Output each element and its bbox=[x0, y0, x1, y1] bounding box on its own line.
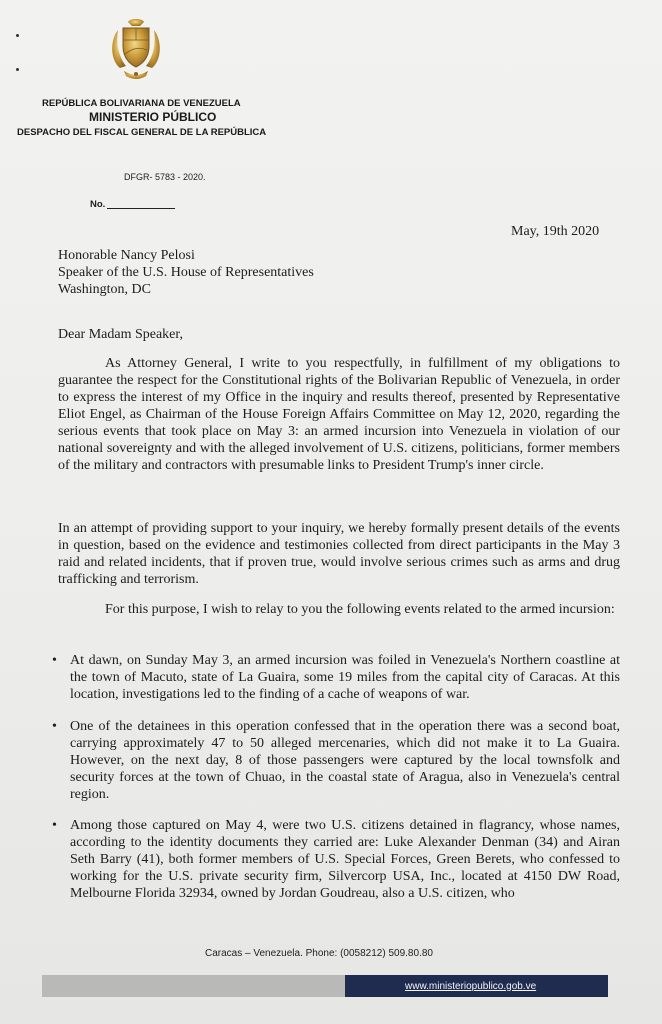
header-republic: REPÚBLICA BOLIVARIANA DE VENEZUELA bbox=[42, 98, 241, 109]
bullet-marker: • bbox=[52, 719, 57, 734]
letter-date: May, 19th 2020 bbox=[511, 224, 600, 239]
footer-bar bbox=[42, 975, 608, 997]
header-office: DESPACHO DEL FISCAL GENERAL DE LA REPÚBLICA bbox=[17, 127, 267, 138]
bullet-item: At dawn, on Sunday May 3, an armed incursion was foiled in Venezuela's Northern coastline at the town of Macuto, state of La Guaira, some 19 miles from the capital city of Caracas. At this location, investigations led to the finding of a cache of weapons of war. bbox=[70, 653, 620, 702]
recipient-name: Honorable Nancy Pelosi bbox=[58, 248, 195, 263]
margin-mark bbox=[16, 34, 19, 37]
bullet-marker: • bbox=[52, 818, 57, 833]
footer-bar-gray bbox=[42, 975, 345, 997]
coat-of-arms-icon bbox=[106, 16, 166, 86]
body-paragraph: In an attempt of providing support to your inquiry, we hereby formally present details of the events in question, based on the evidence and testimonies collected from direct participants in the May 3 raid and related incidents, that if proven true, would involve serious crimes such as arms and drug trafficking and terrorism. bbox=[58, 521, 620, 587]
bullet-marker: • bbox=[52, 653, 57, 668]
number-blank-line bbox=[107, 208, 175, 209]
margin-mark bbox=[16, 68, 19, 71]
body-paragraph: For this purpose, I wish to relay to you the following events related to the armed incursion: bbox=[105, 602, 615, 617]
footer-contact: Caracas – Venezuela. Phone: (0058212) 509.80.80 bbox=[205, 948, 433, 959]
header-ministry: MINISTERIO PÚBLICO bbox=[89, 110, 217, 124]
footer-website-link[interactable]: www.ministeriopublico.gob.ve bbox=[345, 975, 608, 997]
number-label: No. bbox=[90, 199, 106, 210]
recipient-location: Washington, DC bbox=[58, 282, 151, 297]
body-paragraph: As Attorney General, I write to you respectfully, in fulfillment of my obligations to guarantee the respect for the Constitutional rights of the Bolivarian Republic of Venezuela, in order to express the interest of my Office in the inquiry and results thereof, presented by Representative Eliot Engel, as Chairman of the House Foreign Affairs Committee on May 12, 2020, regarding the serious events that took place on May 3: an armed incursion into Venezuela in violation of our national sovereignty and with the alleged involvement of U.S. citizens, politicians, former members of the military and contractors with presumable links to President Trump's inner circle. bbox=[58, 356, 620, 473]
bullet-item: One of the detainees in this operation confessed that in the operation there was a second boat, carrying approximately 47 to 50 alleged mercenaries, which did not make it to La Guaira. However, on the next day, 8 of those passengers were captured by the local townsfolk and security forces at the town of Chuao, in the coastal state of Aragua, also in Venezuela's central region. bbox=[70, 719, 620, 802]
bullet-item: Among those captured on May 4, were two U.S. citizens detained in flagrancy, whose names, according to the identity documents they carried are: Luke Alexander Denman (34) and Airan Seth Barry (41), both former members of U.S. Special Forces, Green Berets, who confessed to working for the U.S. private security firm, Silvercorp USA, Inc., located at 4150 DW Road, Melbourne Florida 32934, owned by Jordan Goudreau, also a U.S. citizen, who bbox=[70, 818, 620, 901]
recipient-title: Speaker of the U.S. House of Representatives bbox=[58, 265, 314, 280]
salutation: Dear Madam Speaker, bbox=[58, 327, 183, 342]
reference-number: DFGR- 5783 - 2020. bbox=[124, 172, 206, 182]
